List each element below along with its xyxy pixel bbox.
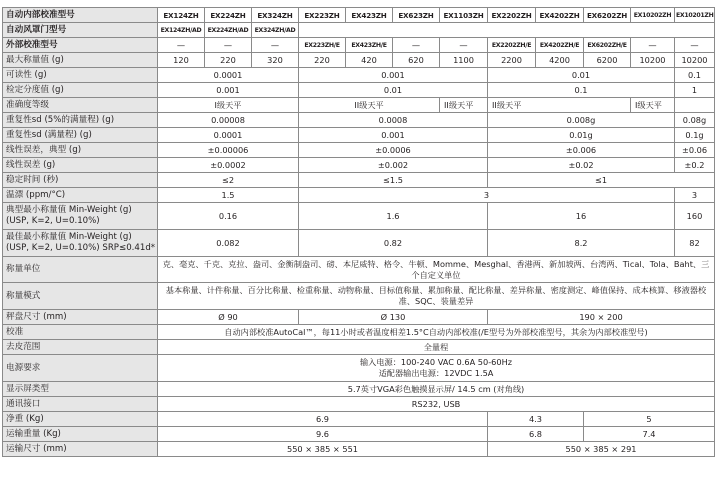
capacity-cell: 220 <box>299 53 346 68</box>
value-cell: 3 <box>675 188 715 203</box>
model-cell: EX124ZH <box>158 8 205 23</box>
label-ship-dims: 运输尺寸 (mm) <box>3 442 158 457</box>
label-internal-models: 自动内部校准型号 <box>3 8 158 23</box>
value-cell: 0.01 <box>299 83 488 98</box>
label-repeatfull: 重复性sd (满量程) (g) <box>3 128 158 143</box>
value-cell: 4.3 <box>488 412 584 427</box>
value-cell: 550 × 385 × 551 <box>158 442 488 457</box>
row-display <box>3 382 715 397</box>
value-cell: ≤1.5 <box>299 173 488 188</box>
value-cell: ≤1 <box>488 173 715 188</box>
label-capacity: 最大称量值 (g) <box>3 53 158 68</box>
dash-cell: — <box>205 38 252 53</box>
dash-cell: — <box>158 38 205 53</box>
value-cell: 0.082 <box>158 230 299 257</box>
value-cell: 0.08g <box>675 113 715 128</box>
row-repeat5 <box>3 113 715 128</box>
value-cell: I级天平 <box>631 98 675 113</box>
capacity-cell: 220 <box>205 53 252 68</box>
value-cell: 0.001 <box>299 128 488 143</box>
label-net-weight: 净重 (Kg) <box>3 412 158 427</box>
label-units: 称量单位 <box>3 257 158 283</box>
calibration-cell: 自动内部校准AutoCal™，每11小时或者温度相差1.5°C自动内部校准(/E型号为外部校准型号，其余为内部校准型号) <box>158 325 715 340</box>
value-cell: 0.1 <box>675 68 715 83</box>
label-calibration: 校准 <box>3 325 158 340</box>
label-ship-weight: 运输重量 (Kg) <box>3 427 158 442</box>
value-cell: 9.6 <box>158 427 488 442</box>
value-cell: ±0.006 <box>488 143 675 158</box>
model-cell: EX6202ZH/E <box>584 38 631 53</box>
value-cell: ±0.002 <box>299 158 488 173</box>
empty-cell <box>675 98 715 113</box>
model-cell: EX224ZH/AD <box>205 23 252 38</box>
label-pan: 秤盘尺寸 (mm) <box>3 310 158 325</box>
capacity-cell: 10200 <box>675 53 715 68</box>
label-modes: 称量模式 <box>3 283 158 310</box>
label-stabilization: 稳定时间 (秒) <box>3 173 158 188</box>
capacity-cell: 2200 <box>488 53 536 68</box>
row-pan <box>3 310 715 325</box>
capacity-cell: 10200 <box>631 53 675 68</box>
label-interface: 通讯接口 <box>3 397 158 412</box>
value-cell: ±0.2 <box>675 158 715 173</box>
value-cell: 6.9 <box>158 412 488 427</box>
label-accuracy: 准确度等级 <box>3 98 158 113</box>
dash-cell: — <box>675 38 715 53</box>
value-cell: Ø 90 <box>158 310 299 325</box>
value-cell: 0.1 <box>488 83 675 98</box>
model-cell: EX10202ZH <box>631 8 675 23</box>
row-linearity <box>3 158 715 173</box>
value-cell: 0.008g <box>488 113 675 128</box>
value-cell: 0.82 <box>299 230 488 257</box>
value-cell: 160 <box>675 203 715 230</box>
row-drift <box>3 188 715 203</box>
tare-cell: 全量程 <box>158 340 715 355</box>
label-readability: 可读性 (g) <box>3 68 158 83</box>
row-ship-dims <box>3 442 715 457</box>
label-linearity-typ: 线性误差，典型 (g) <box>3 143 158 158</box>
value-cell: ±0.02 <box>488 158 675 173</box>
label-external-models: 外部校准型号 <box>3 38 158 53</box>
label-tare: 去皮范围 <box>3 340 158 355</box>
row-power <box>3 355 715 382</box>
interface-cell: RS232, USB <box>158 397 715 412</box>
label-display: 显示屏类型 <box>3 382 158 397</box>
value-cell: 0.0008 <box>299 113 488 128</box>
model-cell: EX6202ZH <box>584 8 631 23</box>
value-cell: 0.0001 <box>158 128 299 143</box>
model-cell: EX124ZH/AD <box>158 23 205 38</box>
value-cell: 0.1g <box>675 128 715 143</box>
model-cell: EX4202ZH/E <box>536 38 584 53</box>
label-draftshield-models: 自动风罩门型号 <box>3 23 158 38</box>
label-power: 电源要求 <box>3 355 158 382</box>
value-cell: II级天平 <box>488 98 631 113</box>
dash-cell: — <box>631 38 675 53</box>
value-cell: II级天平 <box>299 98 440 113</box>
units-cell: 克、毫克、千克、克拉、盎司、金衡制盎司、磅、本尼威特、格令、牛顿、Momme、Mesghal、香港两、新加坡两、台湾两、Tical、Tola、Baht、三个自定义单位 <box>158 257 715 283</box>
row-repeatfull <box>3 128 715 143</box>
dash-cell: — <box>252 38 299 53</box>
row-interface <box>3 397 715 412</box>
row-net-weight <box>3 412 715 427</box>
empty-cell <box>299 23 715 38</box>
model-cell: EX623ZH <box>393 8 440 23</box>
label-minweight-opt: 最佳最小称量值 Min-Weight (g) (USP, K=2, U=0.10%) SRP≤0.41d* <box>3 230 158 257</box>
value-cell: 0.00008 <box>158 113 299 128</box>
row-external-models <box>3 38 715 53</box>
value-cell: Ø 130 <box>299 310 488 325</box>
row-capacity <box>3 53 715 68</box>
label-minweight-typ: 典型最小称量值 Min-Weight (g) (USP, K=2, U=0.10%) <box>3 203 158 230</box>
row-calibration <box>3 325 715 340</box>
capacity-cell: 6200 <box>584 53 631 68</box>
row-minweight-typ <box>3 203 715 230</box>
row-tare <box>3 340 715 355</box>
capacity-cell: 420 <box>346 53 393 68</box>
value-cell: 0.001 <box>299 68 488 83</box>
model-cell: EX324ZH/AD <box>252 23 299 38</box>
model-cell: EX423ZH <box>346 8 393 23</box>
model-cell: EX2202ZH <box>488 8 536 23</box>
capacity-cell: 620 <box>393 53 440 68</box>
value-cell: 5 <box>584 412 715 427</box>
capacity-cell: 1100 <box>440 53 488 68</box>
row-draftshield-models <box>3 23 715 38</box>
value-cell: 1.6 <box>299 203 488 230</box>
value-cell: ±0.0002 <box>158 158 299 173</box>
value-cell: 0.16 <box>158 203 299 230</box>
value-cell: ≤2 <box>158 173 299 188</box>
row-linearity-typ <box>3 143 715 158</box>
value-cell: 1.5 <box>158 188 299 203</box>
row-verification <box>3 83 715 98</box>
row-minweight-opt <box>3 230 715 257</box>
value-cell: 8.2 <box>488 230 675 257</box>
label-drift: 温漂 (ppm/°C) <box>3 188 158 203</box>
model-cell: EX224ZH <box>205 8 252 23</box>
row-stabilization <box>3 173 715 188</box>
dash-cell: — <box>440 38 488 53</box>
value-cell: 550 × 385 × 291 <box>488 442 715 457</box>
value-cell: 82 <box>675 230 715 257</box>
power-cell: 输入电源：100-240 VAC 0.6A 50-60Hz 适配器输出电源：12VDC 1.5A <box>158 355 715 382</box>
model-cell: EX1103ZH <box>440 8 488 23</box>
row-modes <box>3 283 715 310</box>
capacity-cell: 120 <box>158 53 205 68</box>
value-cell: 0.01 <box>488 68 675 83</box>
model-cell: EX324ZH <box>252 8 299 23</box>
value-cell: 16 <box>488 203 675 230</box>
model-cell: EX423ZH/E <box>346 38 393 53</box>
label-repeat5: 重复性sd (5%的满量程) (g) <box>3 113 158 128</box>
value-cell: ±0.06 <box>675 143 715 158</box>
label-linearity: 线性误差 (g) <box>3 158 158 173</box>
display-cell: 5.7英寸VGA彩色触摸显示屏/ 14.5 cm (对角线) <box>158 382 715 397</box>
value-cell: ±0.0006 <box>299 143 488 158</box>
model-cell: EX2202ZH/E <box>488 38 536 53</box>
value-cell: II级天平 <box>440 98 488 113</box>
model-cell: EX10201ZH <box>675 8 715 23</box>
capacity-cell: 4200 <box>536 53 584 68</box>
spec-table <box>2 7 715 457</box>
row-ship-weight <box>3 427 715 442</box>
value-cell: 6.8 <box>488 427 584 442</box>
value-cell: 1 <box>675 83 715 98</box>
row-internal-models <box>3 8 715 23</box>
value-cell: 0.001 <box>158 83 299 98</box>
dash-cell: — <box>393 38 440 53</box>
value-cell: ±0.00006 <box>158 143 299 158</box>
value-cell: 0.0001 <box>158 68 299 83</box>
model-cell: EX223ZH <box>299 8 346 23</box>
model-cell: EX4202ZH <box>536 8 584 23</box>
value-cell: 190 × 200 <box>488 310 715 325</box>
value-cell: 7.4 <box>584 427 715 442</box>
row-readability <box>3 68 715 83</box>
value-cell: 3 <box>299 188 675 203</box>
label-verification: 检定分度值 (g) <box>3 83 158 98</box>
row-units <box>3 257 715 283</box>
capacity-cell: 320 <box>252 53 299 68</box>
modes-cell: 基本称量、计件称量、百分比称量、检重称量、动物称量、目标值称量、累加称量、配比称量、差异称量、密度测定、峰值保持、成本核算、移液器校准、SQC、装量差异 <box>158 283 715 310</box>
value-cell: I级天平 <box>158 98 299 113</box>
value-cell: 0.01g <box>488 128 675 143</box>
row-accuracy <box>3 98 715 113</box>
model-cell: EX223ZH/E <box>299 38 346 53</box>
